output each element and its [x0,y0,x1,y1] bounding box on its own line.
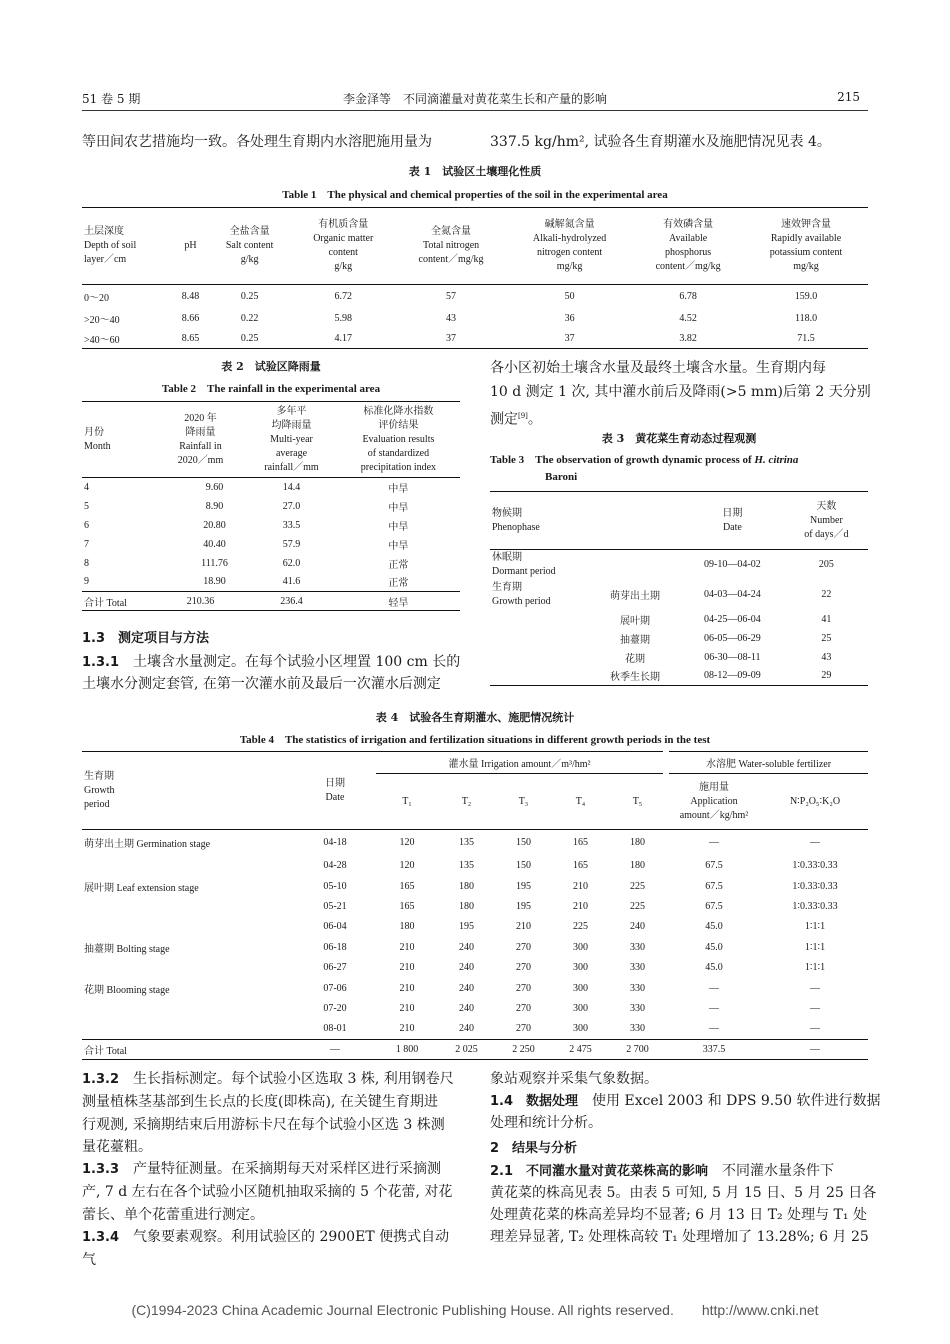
table3-cell-main: 休眠期 Dormant period [492,551,556,577]
table2-caption-en: Table 2 The rainfall in the experimental area [161,383,381,395]
table-row [490,580,868,610]
table-row [82,978,868,998]
table4-cell: 300 [573,982,588,994]
table-row [82,998,868,1018]
table-row [490,550,868,580]
subsection-label: 1.3.4 [82,1230,120,1246]
table1-cell: 71.5 [797,332,815,344]
table3-cell-sub: 抽薹期 [620,634,650,646]
table2-header-1: 2020 年 降雨量 Rainfall in 2020／mm [177,412,224,466]
table4-cell: 330 [630,982,645,994]
table2-cell: 9.60 [205,481,224,493]
table4-cell: 210 [573,880,588,892]
table4-cell: 45.0 [705,962,723,974]
table4-header-row1 [82,752,868,774]
table4-cell: 抽薹期 Bolting stage [84,943,170,955]
header-page-number: 215 [837,90,860,104]
table4-cell: 210 [399,1023,415,1035]
subsection-label: 1.3.3 [82,1162,120,1178]
table2-cell: 4 [84,481,89,493]
table3-cell-sub: 花期 [625,653,645,665]
table4-cell: 合计 Total [84,1045,127,1057]
table4-cell: 05-21 [323,900,347,912]
table2-cell: 41.6 [282,576,301,588]
header-rule [82,110,868,111]
table4-cell: 1∶0.33∶0.33 [792,880,838,892]
table4-cell: 150 [516,837,531,849]
table4-cell: 06-27 [323,962,347,974]
table3-cell-date: 04-25—06-04 [704,613,761,625]
paragraph-line: 产, 7 d 左右在各个试验小区随机抽取采摘的 5 个花蕾, 对花 [82,1184,453,1201]
paragraph-line: 量花薹粗。 [82,1138,152,1155]
table1-cell: 37 [446,332,457,344]
table4-cell: — [810,1023,820,1035]
table1-header-2: 全盐含量 Salt content g/kg [225,226,274,265]
table4-cell: 165 [399,900,415,912]
table4-cell: 330 [630,941,645,953]
table4-cell: 195 [516,900,531,912]
table3 [490,491,868,686]
table4-cell: 210 [516,921,531,933]
table1-header-4: 全氮含量 Total nitrogen content／mg/kg [418,226,484,265]
table4-cell: 67.5 [705,880,723,892]
table-row [82,285,868,309]
table3-cell-main [490,648,590,667]
table-row [82,896,868,916]
table4-cell: 1∶0.33∶0.33 [792,900,838,912]
table4-cell: 2 025 [455,1043,478,1055]
citation-ref[interactable]: [9] [518,412,528,420]
section-1-3-1-line2: 土壤水分测定套管, 在第一次灌水前及最后一次灌水后测定 [82,676,441,692]
table4-header-t1: T₁ [402,796,412,807]
table2-cell: 正常 [388,559,409,571]
table4-cell: 240 [459,1002,474,1014]
table2-cell: 7 [84,538,89,550]
table1-cell: 0.22 [240,313,259,324]
table-row [82,573,460,592]
table4-cell: 195 [516,880,531,892]
table1-cell: 0～20 [84,293,109,305]
table3-cell-sub: 萌芽出土期 [610,591,660,602]
table4-cell: 1∶1∶1 [804,941,826,953]
table4-cell: 150 [516,860,531,872]
table3-cell-days: 43 [821,651,832,663]
table4-cell: 07-20 [323,1002,347,1014]
table4-cell: 1∶1∶1 [804,962,826,974]
table4-cell [82,896,294,916]
table4-cell: — [709,982,719,994]
table2-cell: 中旱 [388,502,409,514]
table1-cell: 37 [564,332,575,344]
table4-cell: 240 [459,1023,474,1035]
table3-cell-main [490,667,590,686]
table4-cell: 240 [459,982,474,994]
table-row [82,535,460,554]
table-row [490,667,868,686]
table4-cell [82,957,294,977]
table-row [82,497,460,516]
table2-cell: 中旱 [388,521,409,533]
table2-cell: 合计 Total [84,597,127,609]
table4-cell: 210 [399,941,415,953]
table4-cell: — [330,1043,340,1055]
table-row [490,610,868,629]
table4-cell [82,856,294,876]
table4-cell: 花期 Blooming stage [84,984,170,996]
table2-header-0: 月份 Month [84,426,111,452]
table4-cell: 300 [573,962,588,974]
table-row [82,917,868,937]
table1-header-5: 碱解氮含量 Alkali-hydrolyzed nitrogen content mg/kg [532,219,607,272]
table3-caption-en-line2: Baroni [545,471,578,483]
table4-cell: 300 [573,941,588,953]
section-2-1-line4: 理差异显著, T₂ 处理株高较 T₁ 处理增加了 13.28%; 6 月 25 [490,1229,869,1245]
table4-cell: 2 700 [626,1043,649,1055]
table3-cell-days: 29 [821,670,832,682]
table2-cell: 8 [84,557,89,569]
table3-cell-days: 205 [818,559,834,571]
table1-cell: >40～60 [84,334,120,346]
table2-cell: 18.90 [203,576,226,588]
table4-cell: 135 [459,860,474,872]
right-para-line3-end: 。 [527,411,542,428]
section-1-3-1-line1 [82,651,460,674]
table4-cell: 225 [573,921,588,933]
table4-cell [82,1019,294,1039]
table1-header-0: 土层深度 Depth of soil layer／cm [84,226,137,265]
table4-header-t4: T₄ [575,796,586,807]
table3-cell-sub [590,550,680,580]
left-bottom-column [82,1068,460,1272]
section-1-3-title: 1.3 测定项目与方法 [82,631,210,646]
table2-cell: 中旱 [388,540,409,552]
table2-cell: 33.5 [282,519,301,531]
table4-cell: — [810,1043,820,1055]
header-volume: 51 卷 5 期 [82,92,141,106]
table4-cell: 1∶1∶1 [804,921,826,933]
table4-header-t5: T₅ [632,796,643,807]
table2 [82,401,460,611]
table3-caption-species: H. citrina [754,454,799,466]
table1-cell: 6.72 [334,291,352,303]
table4-cell: — [709,1002,719,1014]
table4-cell: 180 [630,837,645,849]
table4-cell: 06-04 [323,921,347,933]
table3-header-phenophase: 物候期 Phenophase [492,507,540,533]
table2-cell: 236.4 [280,595,303,607]
table4-cell: — [709,1023,719,1035]
table2-cell: 57.9 [282,538,301,550]
table4-cell: 2 250 [512,1043,535,1055]
right-para-line3 [490,405,542,431]
table4-cell: 337.5 [702,1043,726,1055]
table4-cell: — [810,1002,820,1014]
table1 [82,207,868,349]
table1-cell: 6.78 [679,291,697,303]
table1-cell: 36 [564,313,575,324]
table4-cell: 120 [399,860,415,872]
table-row [82,516,460,535]
table-row [82,1019,868,1039]
table4-cell: — [810,982,820,994]
subsection-label: 1.3.2 [82,1072,120,1087]
right-para-line1: 各小区初始土壤含水量及最终土壤含水量。生育期内每 [490,360,826,376]
section-1-3-1-label: 1.3.1 [82,655,120,670]
table1-cell: 118.0 [794,313,818,324]
table1-cell: 57 [446,291,457,303]
table2-cell: 62.0 [282,557,301,569]
section-2-1-title: 2.1 不同灌水量对黄花菜株高的影响 [490,1164,709,1179]
paragraph-text: 产量特征测量。在采摘期每天对采样区进行采摘测 [133,1161,442,1178]
table4-cell: 240 [459,962,474,974]
table4-cell: 135 [459,837,474,849]
table4-cell: 330 [630,962,645,974]
table1-cell: 0.25 [240,332,259,344]
table1-cell: 159.0 [794,291,818,303]
paragraph-line [82,1158,460,1181]
paragraph-text: 气象要素观察。利用试验区的 2900ET 便携式自动气 [82,1229,450,1269]
table4-cell: 165 [573,837,588,849]
table4-cell: — [810,837,820,849]
table2-cell: 27.0 [282,500,301,512]
table4-header-irrigation: 灌水量 Irrigation amount／m³/hm² [376,752,666,774]
table4-cell: 展叶期 Leaf extension stage [84,882,199,894]
section-1-4-text1: 使用 Excel 2003 和 DPS 9.50 软件进行数据 [592,1093,881,1109]
table4-cell: 210 [399,962,415,974]
table1-header-7: 速效钾含量 Rapidly available potassium content mg/kg [769,219,843,272]
table-row [82,592,460,611]
table2-cell: 40.40 [203,538,226,550]
table4-cell: 270 [516,941,531,953]
table4-cell: 04-28 [323,860,347,872]
table-row [490,648,868,667]
table4-cell: 67.5 [705,860,723,872]
table-row [82,957,868,977]
table-row [82,309,868,329]
table4-cell: 330 [630,1002,645,1014]
table4-cell: 300 [573,1002,588,1014]
table4-cell: 210 [573,900,588,912]
section-1-4-line2: 处理和统计分析。 [490,1115,602,1131]
section-1-4 [490,1090,881,1113]
table1-cell: 8.65 [181,332,200,344]
table4-cell: 萌芽出土期 Germination stage [84,839,211,851]
intro-line-right: 337.5 kg/hm², 试验各生育期灌水及施肥情况见表 4。 [490,134,831,150]
table2-cell: 14.4 [282,481,301,493]
table1-header-1: pH [184,240,197,251]
table-row [82,830,868,856]
table3-cell-main: 生育期 Growth period [492,581,551,607]
table3-cell-days: 41 [821,613,832,625]
table-row [82,554,460,573]
table1-cell: >20～40 [84,315,120,326]
paragraph-line [82,1068,460,1091]
right-para-line2: 10 d 测定 1 次, 其中灌水前后及降雨(>5 mm)后第 2 天分别 [490,384,871,400]
table4-cell: 08-01 [323,1023,347,1035]
table1-header-6: 有效磷含量 Available phosphorus content／mg/kg [655,219,721,272]
table-row [82,1039,868,1059]
table2-cell: 210.36 [186,595,215,607]
table4-cell: 270 [516,1002,531,1014]
table1-header-3: 有机质含量 Organic matter content g/kg [313,219,374,272]
table4-cell: 240 [630,921,645,933]
paragraph-line [82,1226,460,1272]
header-title: 李金泽等 不同滴灌量对黄花菜生长和产量的影响 [342,92,607,106]
table-row [490,629,868,648]
table4-cell: 45.0 [705,921,723,933]
table4-cell: 45.0 [705,941,723,953]
table3-cell-sub: 秋季生长期 [610,672,660,684]
table4-header-date: 日期 Date [325,777,345,803]
table4-cell: 05-10 [323,880,347,892]
table4-cell: 67.5 [705,900,723,912]
table4-cell: 225 [630,880,645,892]
table2-caption-cn: 表 2 试验区降雨量 [221,360,321,373]
section-2-1 [490,1160,834,1183]
table1-cell: 8.66 [181,313,200,324]
table4-cell: 330 [630,1023,645,1035]
right-bottom-line0: 象站观察并采集气象数据。 [490,1071,658,1087]
section-1-3-1-text1: 土壤含水量测定。在每个试验小区埋置 100 cm 长的 [133,654,461,670]
right-para-line3-text: 测定 [490,411,518,428]
paragraph-line: 测量植株茎基部到生长点的长度(即株高), 在关键生育期进 [82,1094,438,1111]
table-row [82,329,868,349]
table2-cell: 9 [84,576,89,588]
table4-cell: 1 800 [395,1043,419,1055]
table2-cell: 111.76 [201,557,228,569]
table4-caption-en: Table 4 The statistics of irrigation and fertilization situations in different growth periods in the test [239,734,711,746]
table3-cell-main [490,629,590,648]
table-row [82,876,868,896]
table2-cell: 5 [84,500,89,512]
table-row [82,937,868,957]
table4-header-period: 生育期 Growth period [84,770,115,810]
table3-caption-en [490,451,868,467]
table3-header-days: 天数 Number of days／d [804,500,849,540]
table3-caption-cn: 表 3 黄花菜生育动态过程观测 [601,432,757,445]
table4-cell: 270 [516,962,531,974]
table4-header-fertilizer: 水溶肥 Water-soluble fertilizer [666,752,868,774]
table4-cell: 180 [399,921,415,933]
table4-cell: 165 [573,860,588,872]
paragraph-line: 蕾长、单个花蕾重进行测定。 [82,1206,264,1223]
table2-cell: 正常 [388,578,409,590]
table4-cell: 06-18 [323,941,347,953]
table4-cell: 195 [459,921,474,933]
table4-caption-cn: 表 4 试验各生育期灌水、施肥情况统计 [375,711,575,724]
table2-cell: 轻旱 [388,597,409,609]
table4-cell: 165 [399,880,415,892]
section-2-1-line3: 处理黄花菜的株高差异均不显著; 6 月 13 日 T₂ 处理与 T₁ 处 [490,1207,867,1223]
table4-cell: 270 [516,1023,531,1035]
table4-cell: 210 [399,982,415,994]
table1-cell: 3.82 [679,332,697,344]
paragraph-text: 生长指标测定。每个试验小区选取 3 株, 利用钢卷尺 [133,1071,454,1087]
table3-cell-date: 06-30—08-11 [704,651,761,663]
table4-cell: 1∶0.33∶0.33 [792,860,838,872]
section-2-title: 2 结果与分析 [490,1141,578,1156]
table2-cell: 20.80 [203,519,226,531]
table1-cell: 4.17 [334,332,352,344]
table1-caption-en: Table 1 The physical and chemical properties of the soil in the experimental area [282,189,668,201]
table4-cell: 180 [459,900,474,912]
table-row [82,478,460,497]
table1-cell: 50 [564,291,575,303]
table2-header-3: 标准化降水指数 评价结果 Evaluation results of standardized precipitation index [360,405,437,473]
section-1-4-title: 1.4 数据处理 [490,1094,579,1109]
table4-cell: 300 [573,1023,588,1035]
table-row [82,856,868,876]
table1-cell: 8.48 [181,291,200,303]
table4-cell: 180 [630,860,645,872]
table4-cell: 270 [516,982,531,994]
table3-cell-date: 08-12—09-09 [704,670,761,682]
section-2-1-text1: 不同灌水量条件下 [722,1163,835,1179]
table4-cell: 07-06 [323,982,347,994]
intro-line-left: 等田间农艺措施均一致。各处理生育期内水溶肥施用量为 [82,134,432,150]
table1-cell: 43 [446,313,457,324]
table4-cell: 210 [399,1002,415,1014]
table4-header-t3: T₃ [518,796,529,807]
table4-cell: 04-18 [323,837,347,849]
table1-cell: 4.52 [679,313,697,324]
table2-cell: 中旱 [388,483,409,495]
table3-header-date: 日期 Date [722,507,743,533]
paragraph-line: 行观测, 采摘期结束后用游标卡尺在每个试验小区选 3 株测 [82,1116,445,1133]
table4-cell: 180 [459,880,474,892]
table4-cell: 120 [399,837,415,849]
table2-header-2: 多年平 均降雨量 Multi-year average rainfall／mm [264,405,319,473]
table4-cell [82,998,294,1018]
table3-cell-date: 09-10—04-02 [704,559,761,571]
table4-header-t2: T₂ [461,796,472,807]
table4-header-ratio: N∶P₂O₅∶K₂O [789,796,841,807]
table4-cell: 225 [630,900,645,912]
table4 [82,751,868,1060]
table3-cell-days: 22 [821,589,832,600]
table2-cell: 8.90 [205,500,224,512]
table4-header-application: 施用量 Application amount／kg/hm² [679,781,749,821]
table2-cell: 6 [84,519,89,531]
table1-cell: 5.98 [334,313,352,324]
table4-cell [82,917,294,937]
table3-cell-days: 25 [821,632,832,644]
table3-caption-en-part1: Table 3 The observation of growth dynamic process of [490,454,752,466]
copyright-footer: (C)1994-2023 China Academic Journal Electronic Publishing House. All rights reserved. http://www.cnki.net [131,1302,819,1318]
table4-cell: 2 475 [569,1043,592,1055]
table3-cell-sub: 展叶期 [620,615,650,627]
section-2-1-line2: 黄花菜的株高见表 5。由表 5 可知, 5 月 15 日、5 月 25 日各 [490,1185,877,1201]
table4-cell: — [709,837,719,849]
table1-cell: 0.25 [240,291,259,303]
table4-cell: 240 [459,941,474,953]
table3-cell-date: 06-05—06-29 [704,632,761,644]
table3-cell-date: 04-03—04-24 [704,589,761,600]
table3-cell-main [490,610,590,629]
table1-caption-cn: 表 1 试验区土壤理化性质 [408,165,542,178]
